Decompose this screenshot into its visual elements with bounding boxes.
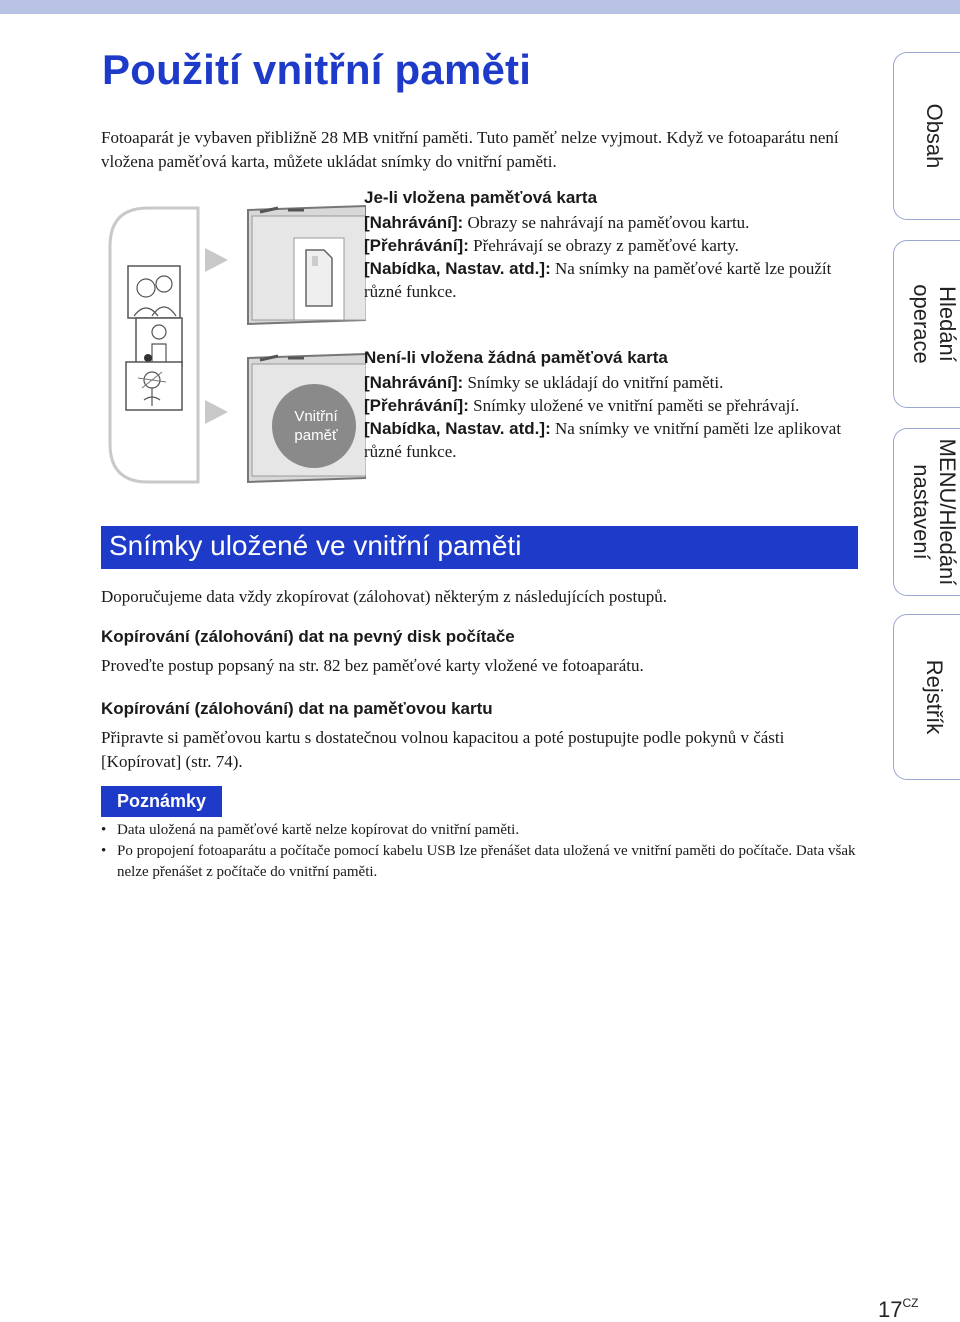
- tab-menu-settings-search[interactable]: [893, 428, 960, 596]
- section-intro: Doporučujeme data vždy zkopírovat (zálohovat) některým z následujících postupů.: [101, 587, 668, 606]
- intro-paragraph: Fotoaparát je vybaven přibližně 28 MB vnitřní paměti. Tuto paměť nelze vyjmout. Když ve fotoaparátu není vložena paměťová karta, můžete ukládat snímky do vnitřní paměti.: [101, 128, 839, 171]
- internal-memory-label: Vnitřní paměť: [294, 408, 338, 444]
- tab-contents-label: Obsah: [921, 103, 947, 169]
- no-card-item-recording: [Nahrávání]: Snímky se ukládají do vnitřní paměti.: [364, 373, 724, 392]
- notes-list: [101, 820, 861, 883]
- memory-illustration: [108, 188, 366, 488]
- tab-index-label: Rejstřík: [921, 659, 947, 735]
- note-item: • Po propojení fotoaparátu a počítače pomocí kabelu USB lze přenášet data uložená ve vnitřní paměti do počítače. Data však nelze přenášet z počítače do vnitřní paměti.: [101, 841, 861, 883]
- backup-card-text: Připravte si paměťovou kartu s dostatečnou volnou kapacitou a poté postupujte podle pokynů v části [Kopírovat] (str. 74).: [101, 728, 785, 771]
- tab-operation-search[interactable]: [893, 240, 960, 408]
- camera-with-card-icon: [248, 206, 366, 324]
- tab-index[interactable]: [893, 614, 960, 780]
- backup-pc-text: Proveďte postup popsaný na str. 82 bez paměťové karty vložené ve fotoaparátu.: [101, 656, 644, 675]
- card-inserted-heading: Je-li vložena paměťová karta: [364, 188, 598, 207]
- notes-label: Poznámky: [101, 786, 222, 817]
- backup-card-heading: Kopírování (zálohování) dat na paměťovou kartu: [101, 699, 493, 718]
- section-heading: Snímky uložené ve vnitřní paměti: [109, 530, 522, 561]
- no-card-item-playback: [Přehrávání]: Snímky uložené ve vnitřní paměti se přehrávají.: [364, 396, 800, 415]
- card-inserted-block: [364, 186, 864, 303]
- tab-operation-search-label: Hledání operace: [908, 284, 960, 364]
- no-card-block: [364, 346, 864, 463]
- card-inserted-item-playback: [Přehrávání]: Přehrávají se obrazy z paměťové karty.: [364, 236, 739, 255]
- page-title: Použití vnitřní paměti: [102, 46, 532, 93]
- section-heading-bar: [101, 526, 858, 569]
- note-item: • Data uložená na paměťové kartě nelze kopírovat do vnitřní paměti.: [101, 820, 861, 841]
- tab-menu-settings-label: MENU/Hledání nastavení: [908, 438, 960, 586]
- no-card-heading: Není-li vložena žádná paměťová karta: [364, 348, 668, 367]
- backup-pc-heading: Kopírování (zálohování) dat na pevný disk počítače: [101, 627, 515, 646]
- card-inserted-item-menu: [Nabídka, Nastav. atd.]: Na snímky na paměťové kartě lze použít různé funkce.: [364, 259, 832, 301]
- page-number: $17^{CZ}$: [878, 1296, 919, 1322]
- top-color-bar: [0, 0, 960, 14]
- no-card-item-menu: [Nabídka, Nastav. atd.]: Na snímky ve vnitřní paměti lze aplikovat různé funkce.: [364, 419, 842, 461]
- card-inserted-item-recording: [Nahrávání]: Obrazy se nahrávají na paměťovou kartu.: [364, 213, 750, 232]
- tab-contents[interactable]: [893, 52, 960, 220]
